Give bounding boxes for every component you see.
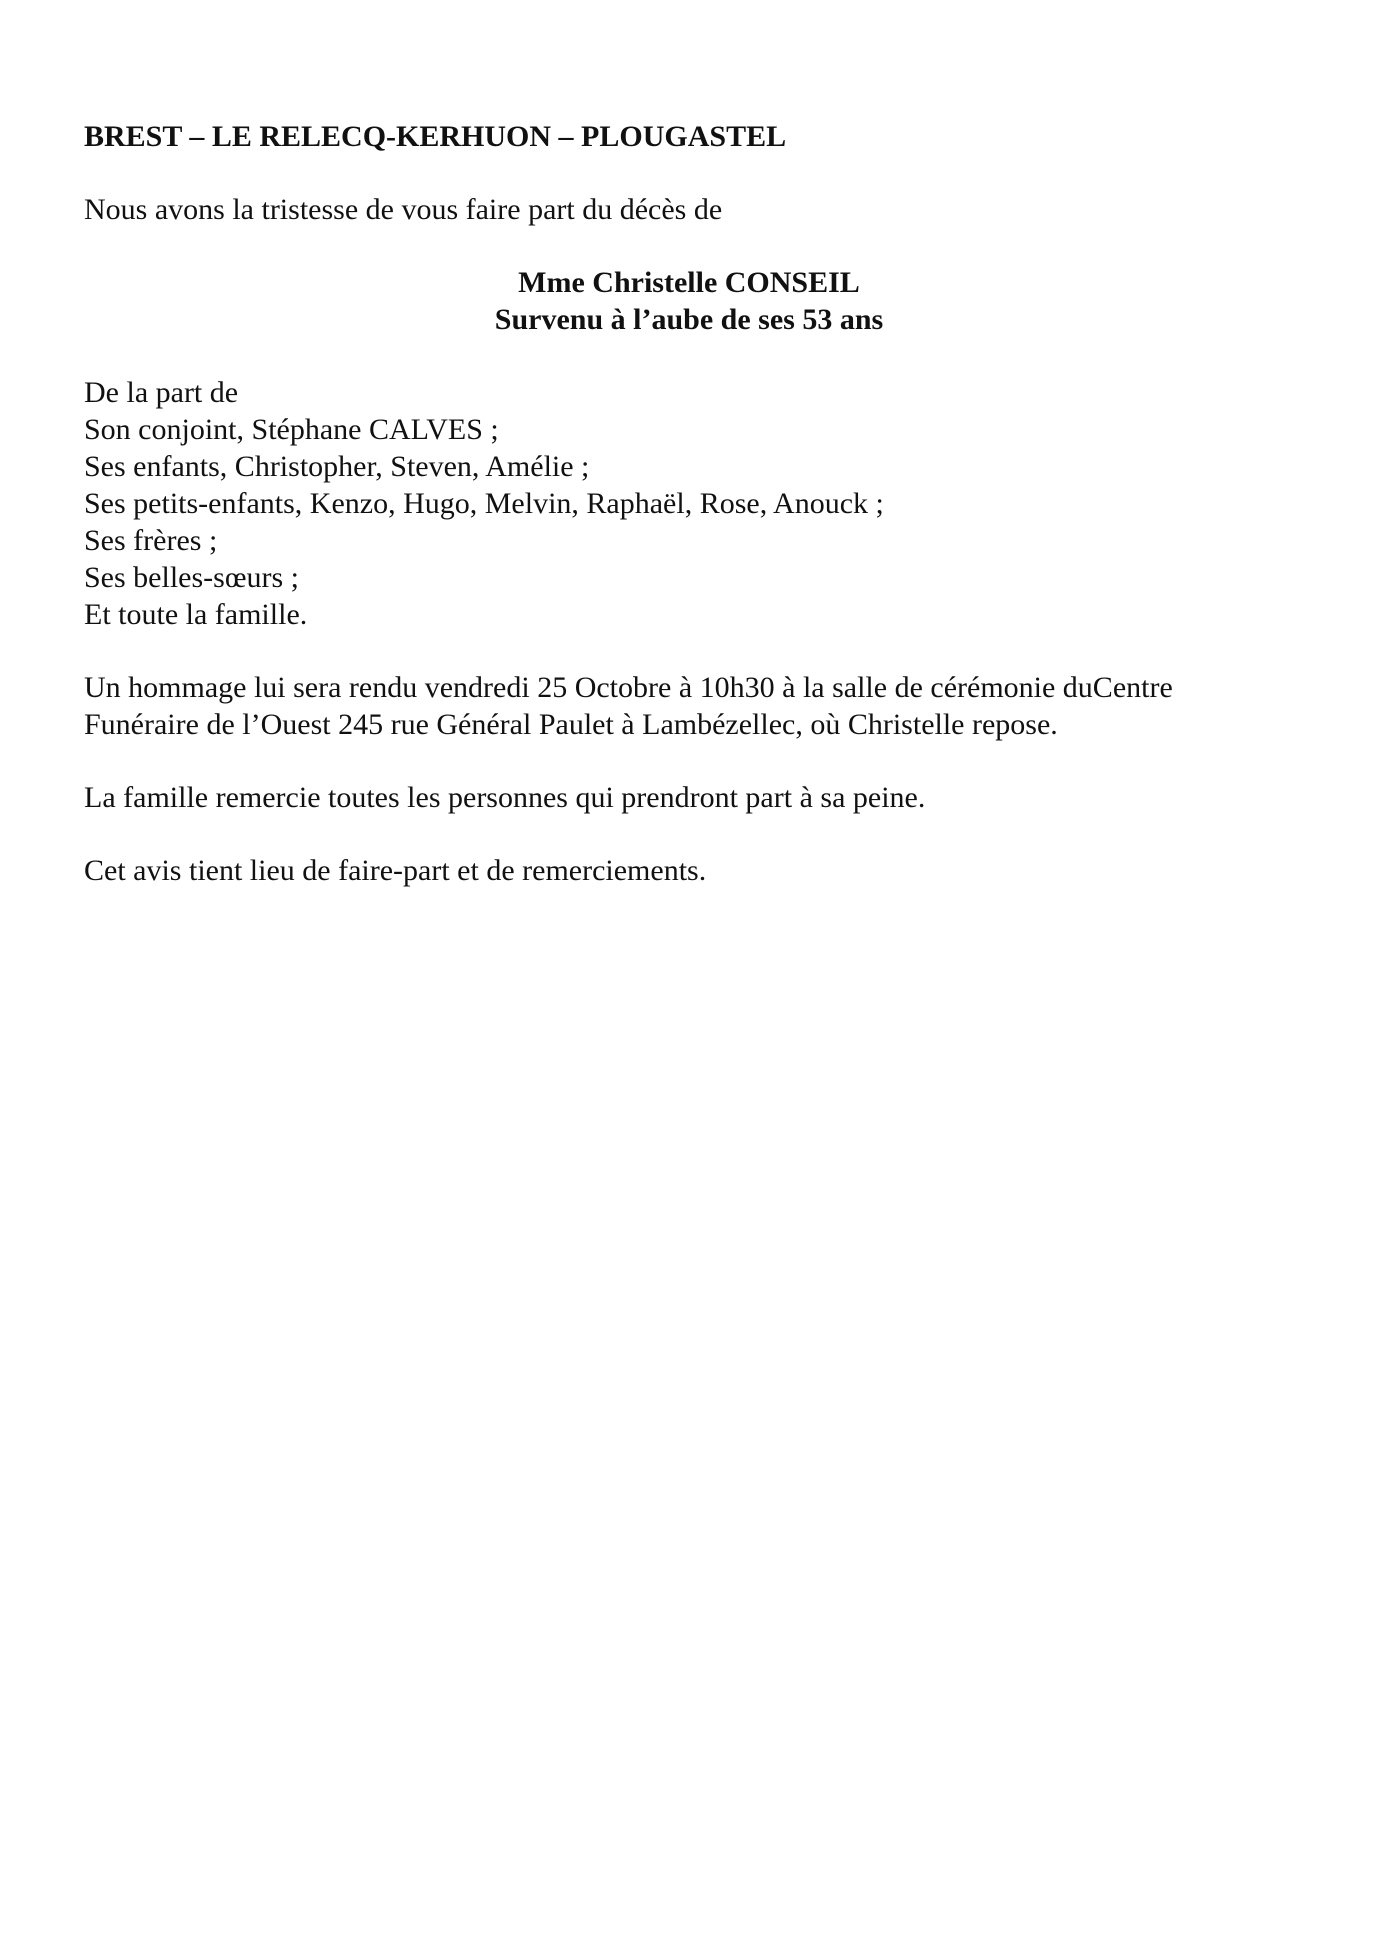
deceased-block bbox=[84, 264, 1294, 338]
ceremony-line-1: Un hommage lui sera rendu vendredi 25 Octobre à 10h30 à la salle de cérémonie duCentre bbox=[84, 671, 1173, 704]
location-heading: BREST – LE RELECQ-KERHUON – PLOUGASTEL bbox=[84, 120, 787, 153]
family-block bbox=[84, 374, 1294, 633]
deceased-age-line: Survenu à l’aube de ses 53 ans bbox=[494, 303, 884, 336]
family-line-all-family: Et toute la famille. bbox=[84, 598, 308, 631]
document-content bbox=[84, 118, 1294, 889]
family-line-grandchildren: Ses petits-enfants, Kenzo, Hugo, Melvin, Raphaël, Rose, Anouck ; bbox=[84, 487, 884, 520]
ceremony-line-2: Funéraire de l’Ouest 245 rue Général Paulet à Lambézellec, où Christelle repose. bbox=[84, 708, 1058, 741]
family-line-sisters-in-law: Ses belles-sœurs ; bbox=[84, 561, 299, 594]
family-lead: De la part de bbox=[84, 376, 239, 409]
family-line-spouse: Son conjoint, Stéphane CALVES ; bbox=[84, 413, 499, 446]
intro-text: Nous avons la tristesse de vous faire part du décès de bbox=[84, 193, 723, 226]
notice-text: Cet avis tient lieu de faire-part et de remerciements. bbox=[84, 854, 707, 887]
deceased-name: Mme Christelle CONSEIL bbox=[518, 266, 860, 299]
family-line-brothers: Ses frères ; bbox=[84, 524, 218, 557]
thanks-text: La famille remercie toutes les personnes qui prendront part à sa peine. bbox=[84, 781, 926, 814]
family-line-children: Ses enfants, Christopher, Steven, Amélie ; bbox=[84, 450, 590, 483]
ceremony-block bbox=[84, 669, 1294, 743]
